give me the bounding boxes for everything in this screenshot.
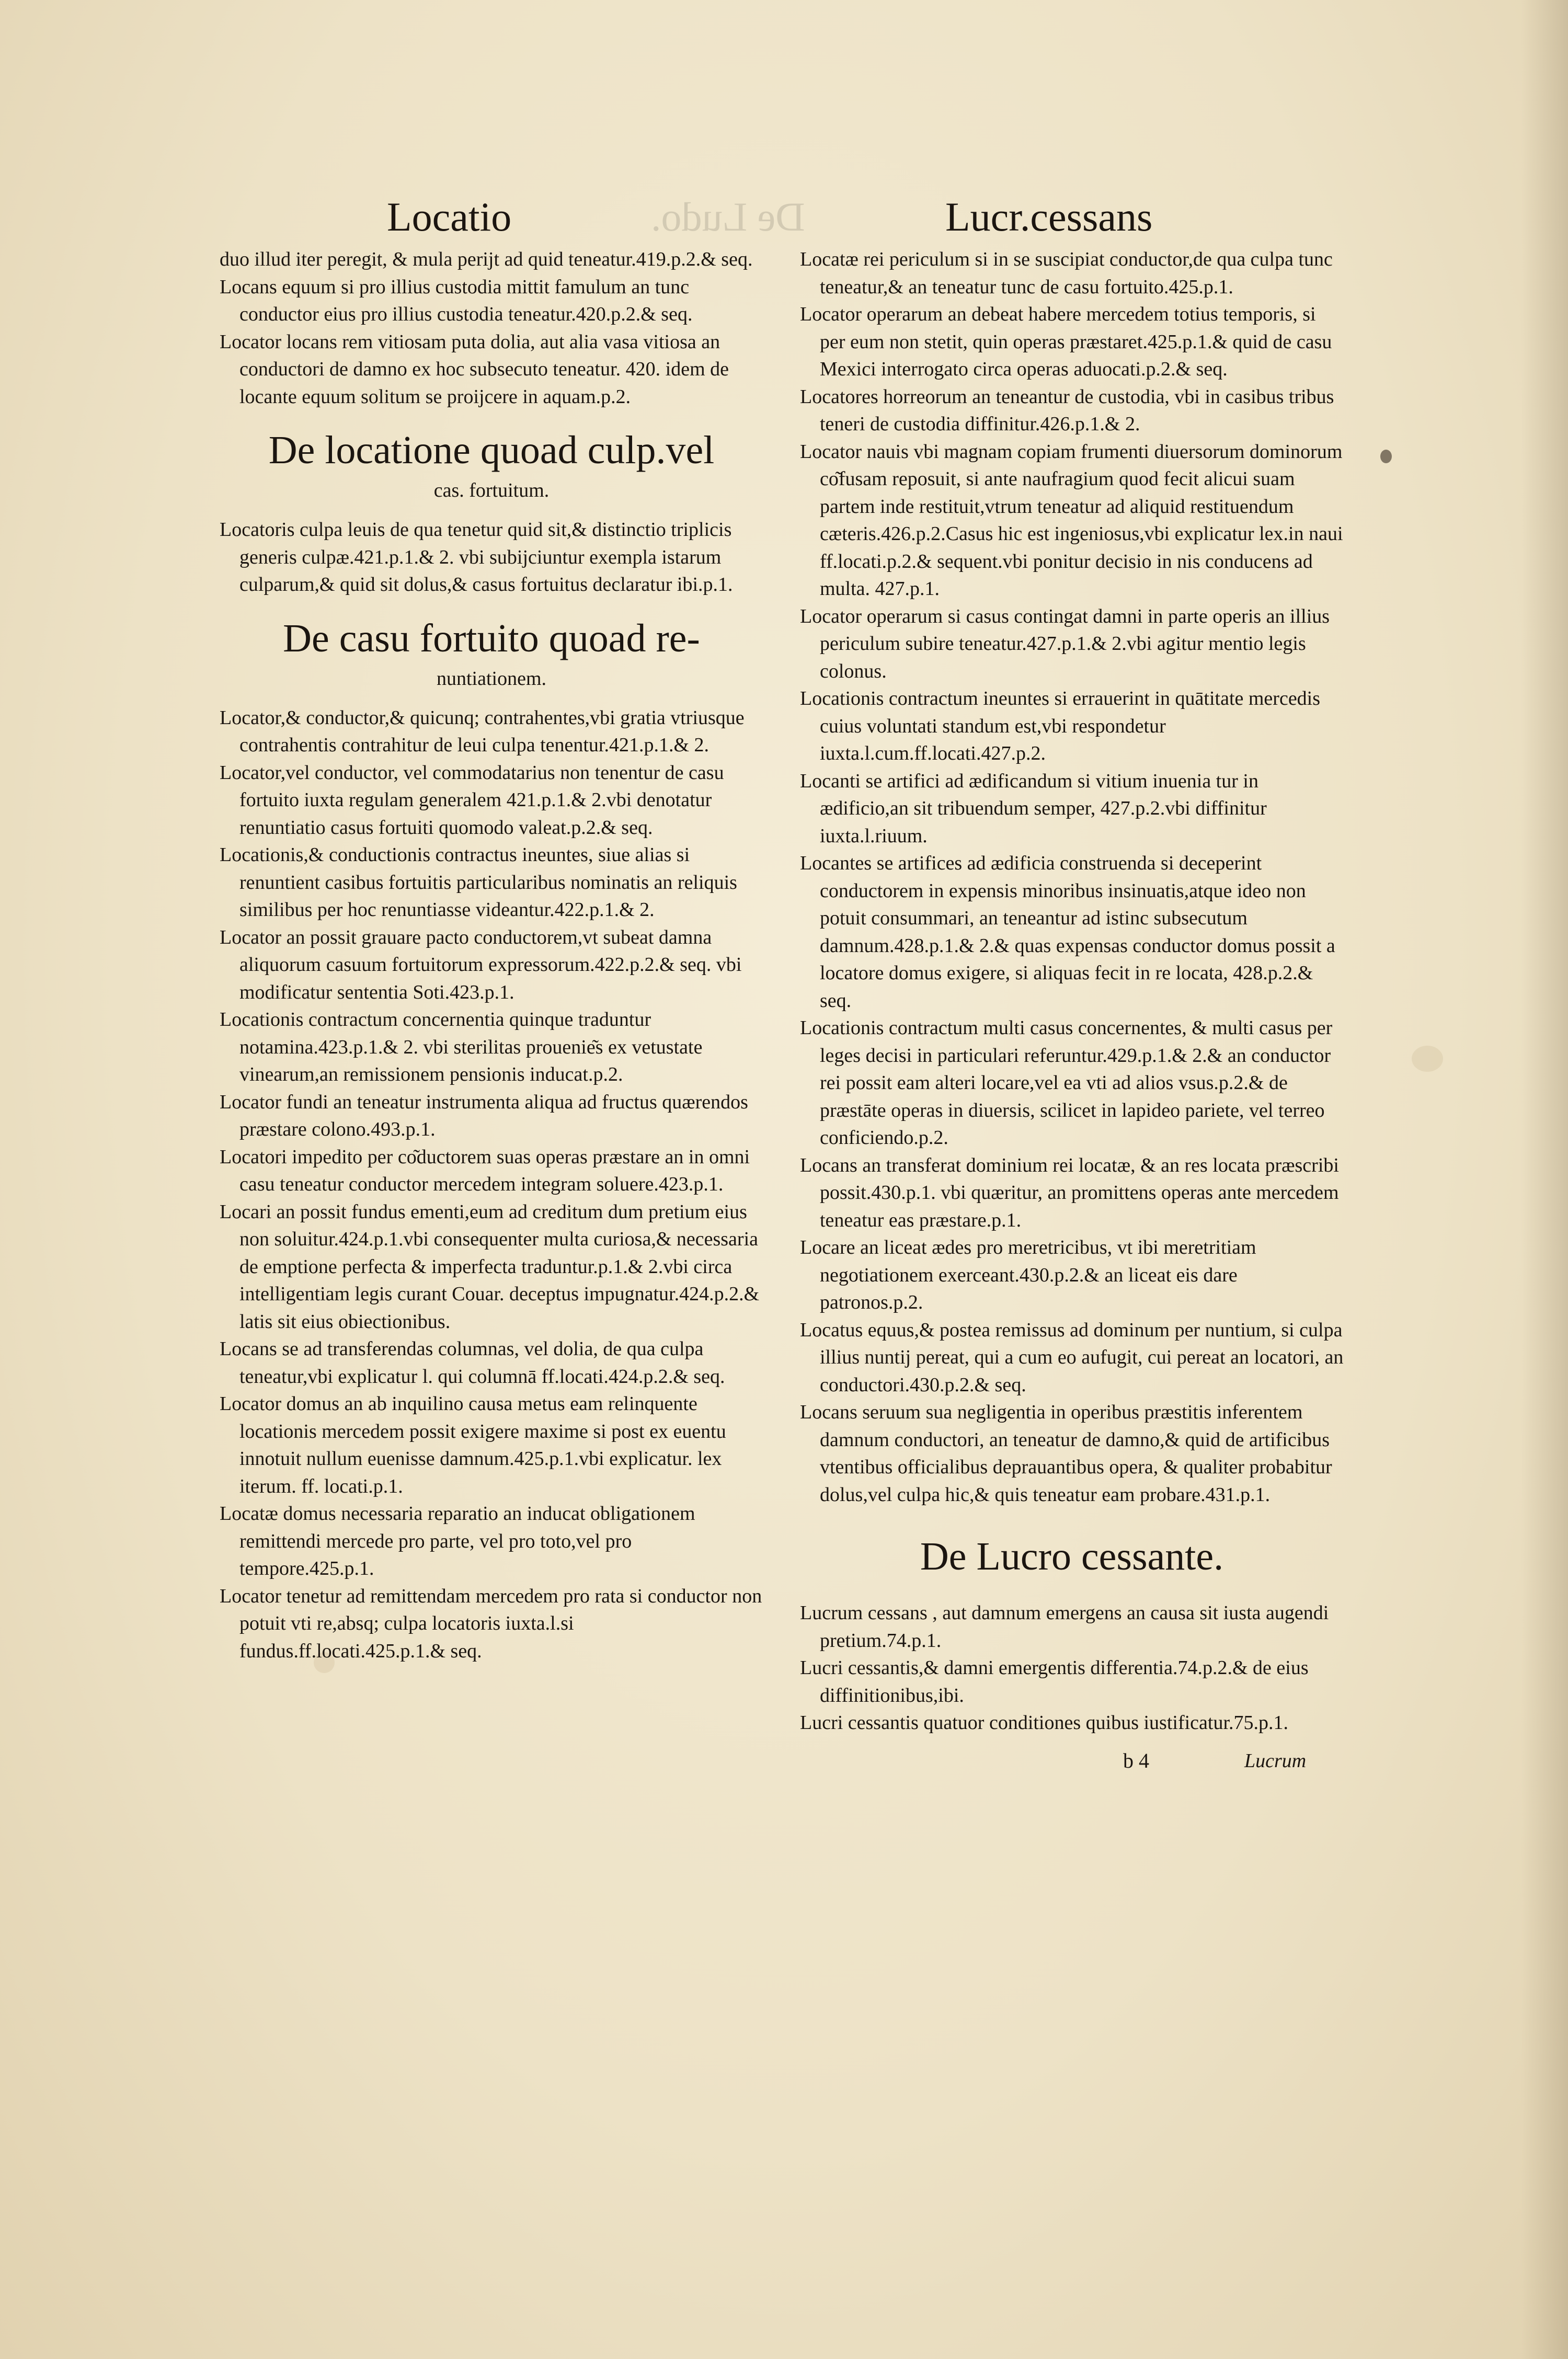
index-entry: Locationis contractum ineuntes si errauerint in quātitate mercedis cuius voluntati standum est,vbi respondetur iuxta.l.cum.ff.locati.427.p.2. (800, 688, 1321, 764)
index-entry: Locator fundi an teneatur instrumenta aliqua ad fructus quærendos præstare colono.493.p.1. (220, 1091, 748, 1140)
index-entry: Locator,& conductor,& quicunq; contrahentes,vbi gratia vtriusque contrahentis contrahitur de leui culpa tenentur.421.p.1.& 2. (220, 706, 745, 756)
index-entry: Locatori impedito per co͂ductorem suas operas præstare an in omni casu teneatur conductor mercedem integram soluere.423.p.1. (220, 1146, 750, 1195)
index-entry: Locatoris culpa leuis de qua tenetur quid sit,& distinctio triplicis generis culpæ.421.p.1.& 2. vbi subijciuntur exempla istarum culparum,& quid sit dolus,& casus fortuitus declaratur ibi.p.1. (220, 519, 733, 596)
section-heading: De locatione quoad culp.vel (268, 428, 715, 472)
index-entry: Locare an liceat ædes pro meretricibus, vt ibi meretritiam negotiationem exerceant.430.p.2.& an liceat eis dare patronos.p.2. (800, 1236, 1256, 1313)
index-entry: Locatæ rei periculum si in se suscipiat conductor,de qua culpa tunc teneatur,& an teneatur tunc de casu fortuito.425.p.1. (800, 248, 1333, 298)
paper-stain (1380, 450, 1392, 463)
index-entry: duo illud iter peregit, & mula perijt ad quid teneatur.419.p.2.& seq. (220, 248, 753, 270)
index-entry: Lucri cessantis,& damni emergentis differentia.74.p.2.& de eius diffinitionibus,ibi. (800, 1657, 1309, 1707)
section-subheading: cas. fortuitum. (433, 479, 550, 501)
index-entry: Lucri cessantis quatuor conditiones quibus iustificatur.75.p.1. (800, 1712, 1289, 1734)
index-entry: Locans equum si pro illius custodia mittit famulum an tunc conductor eius pro illius custodia teneatur.420.p.2.& seq. (220, 276, 693, 325)
section-subheading: nuntiationem. (436, 667, 547, 690)
index-entry: Locari an possit fundus ementi,eum ad creditum dum pretium eius non soluitur.424.p.1.vbi consequenter multa curiosa,& necessaria de emptione perfecta & imperfecta traduntur.p.1.& 2.vbi circa intelligentiam legis curant Couar. deceptus impugnatur.424.p.2.& latis sit eius obiectionibus. (220, 1200, 760, 1333)
index-entry: Locans se ad transferendas columnas, vel dolia, de qua culpa teneatur,vbi explicatur l. qui columnā ff.locati.424.p.2.& seq. (220, 1338, 725, 1388)
index-entry: Locator locans rem vitiosam puta dolia, aut alia vasa vitiosa an conductori de damno ex hoc subsecuto teneatur. 420. idem de locante equum solitum se proijcere in aquam.p.2. (220, 330, 729, 408)
index-entry: Locanti se artifici ad ædificandum si vitium inuenia tur in ædificio,an sit tribuendum semper, 427.p.2.vbi diffinitur iuxta.l.riuum. (800, 770, 1267, 847)
index-entry: Locator,vel conductor, vel commodatarius non tenentur de casu fortuito iuxta regulam generalem 421.p.1.& 2.vbi denotatur renuntiatio casus fortuiti quomodo valeat.p.2.& seq. (220, 761, 724, 839)
signature-mark: b 4 (1123, 1748, 1149, 1772)
index-entry: Locator nauis vbi magnam copiam frumenti diuersorum dominorum co͂fusam reposuit, si ante naufragium quod fecit alicui suam partem inde restituit,vtrum teneatur ad aliquid restituendum cæteris.426.p.2.Casus hic est ingeniosus,vbi explicatur lex.in naui ff.locati.p.2.& sequent.vbi ponitur decisio in nis conducens ad multa. 427.p.1. (800, 440, 1343, 600)
index-entry: Locans an transferat dominium rei locatæ, & an res locata præscribi possit.430.p.1. vbi quæritur, an promittens operas ante mercedem teneatur eas præstare.p.1. (800, 1154, 1339, 1231)
header-left-title: Locatio (387, 194, 512, 239)
index-entry: Locator domus an ab inquilino causa metus eam relinquente locationis mercedem possit exigere maxime si post ex euentu innotuit nullum euenisse damnum.425.p.1.vbi explicatur. lex iterum. ff. locati.p.1. (220, 1393, 726, 1497)
header-bleedthrough-text: De Ludo. (651, 194, 805, 239)
page-edge-shadow (1521, 0, 1568, 2359)
index-entry: Locatus equus,& postea remissus ad dominum per nuntium, si culpa illius nuntij pereat, qui a cum eo aufugit, cui pereat an locatori, an conductori.430.p.2.& seq. (800, 1319, 1344, 1396)
section-heading: De casu fortuito quoad re- (283, 616, 700, 660)
index-entry: Locator an possit grauare pacto conductorem,vt subeat damna aliquorum casuum fortuitorum expressorum.422.p.2.& seq. vbi modificatur sententia Soti.423.p.1. (220, 926, 742, 1003)
index-entry: Locatæ domus necessaria reparatio an inducat obligationem remittendi mercede pro parte, vel pro toto,vel pro tempore.425.p.1. (220, 1503, 695, 1579)
index-entry: Locationis contractum multi casus concernentes, & multi casus per leges decisi in particulari referuntur.429.p.1.& 2.& an conductor rei possit eam alteri locare,vel ea vti ad alios vsus.p.2.& de præstāte operas in diuersis, scilicet in lapideo pariete, vel terreo conficiendo.p.2. (800, 1017, 1333, 1149)
section-heading: De Lucro cessante. (920, 1535, 1224, 1578)
index-entry: Locator tenetur ad remittendam mercedem pro rata si conductor non potuit vti re,absq; culpa locatoris iuxta.l.si fundus.ff.locati.425.p.1.& seq. (220, 1585, 762, 1662)
right-column (800, 246, 1344, 1737)
left-column (220, 246, 763, 1665)
header-right-title: Lucr.cessans (945, 194, 1153, 239)
paper-stain (1412, 1046, 1443, 1072)
index-entry: Locator operarum an debeat habere mercedem totius temporis, si per eum non stetit, quin operas præstaret.425.p.1.& quid de casu Mexici interrogato circa operas aduocati.p.2.& seq. (800, 303, 1332, 380)
index-entry: Locatores horreorum an teneantur de custodia, vbi in casibus tribus teneri de custodia diffinitur.426.p.1.& 2. (800, 385, 1334, 435)
index-entry: Locationis contractum concernentia quinque traduntur notamina.423.p.1.& 2. vbi sterilitas prouenie͂s ex vetustate vinearum,an remissionem pensionis inducat.p.2. (220, 1009, 703, 1085)
index-entry: Locationis,& conductionis contractus ineuntes, siue alias si renuntient casibus fortuitis particularibus nominatis an reliquis similibus per hoc renuntiasse videantur.422.p.1.& 2. (220, 844, 737, 921)
index-entry: Lucrum cessans , aut damnum emergens an causa sit iusta augendi pretium.74.p.1. (800, 1602, 1329, 1652)
index-entry: Locator operarum si casus contingat damni in parte operis an illius periculum subire teneatur.427.p.1.& 2.vbi agitur mentio legis colonus. (800, 605, 1330, 682)
catchword: Lucrum (1244, 1749, 1307, 1772)
index-entry: Locans seruum sua negligentia in operibus præstitis inferentem damnum conductori, an teneatur de damno,& quid de artificibus vtentibus officialibus deprauantibus opera, & qualiter probabitur dolus,vel culpa hic,& quis teneatur eam probare.431.p.1. (800, 1401, 1332, 1506)
index-entry: Locantes se artifices ad ædificia construenda si deceperint conductorem in expensis minoribus insinuatis,atque ideo non potuit consummari, an teneantur ad istinc subsecutum damnum.428.p.1.& 2.& quas expensas conductor domus possit a locatore domus exigere, si aliquas fecit in re locata, 428.p.2.& seq. (800, 852, 1335, 1012)
